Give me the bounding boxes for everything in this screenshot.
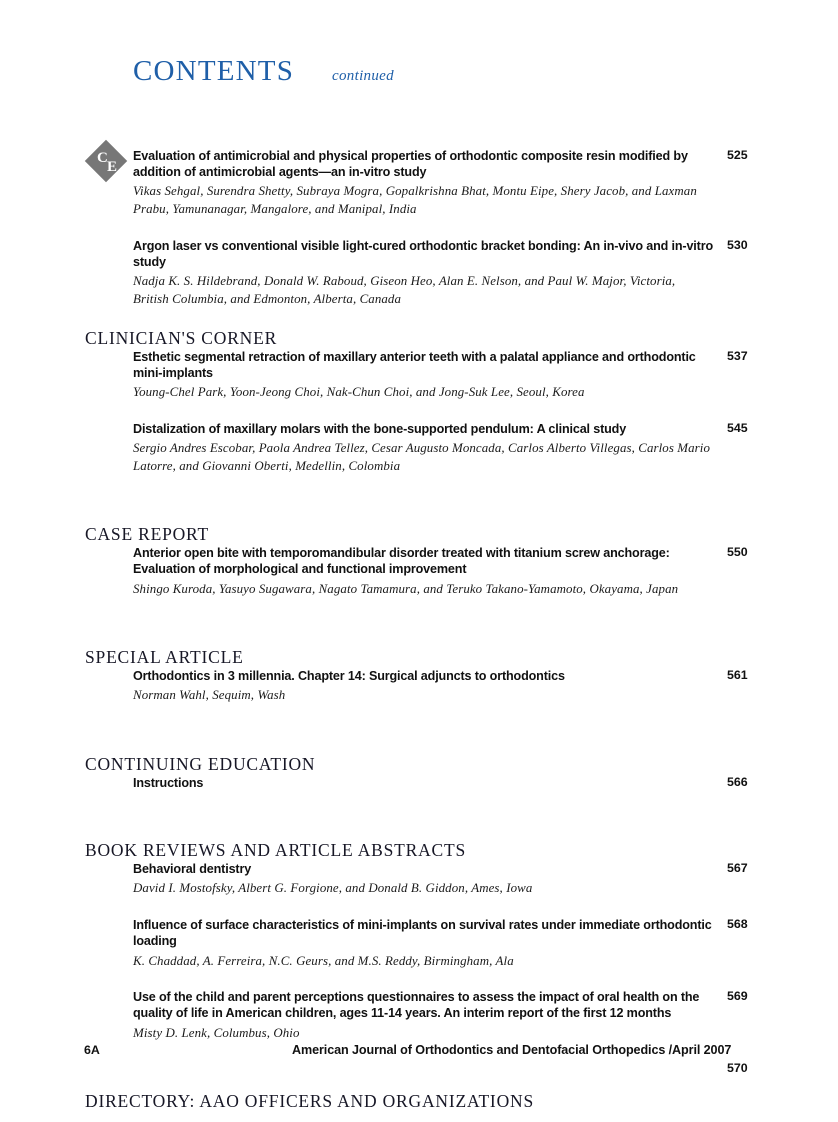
toc-entry-authors: Young-Chel Park, Yoon-Jeong Choi, Nak-Chun Choi, and Jong-Suk Lee, Seoul, Korea (133, 384, 585, 399)
toc-entry-title[interactable]: Orthodontics in 3 millennia. Chapter 14: Surgical adjuncts to orthodontics (133, 669, 565, 684)
toc-entry-title[interactable]: Use of the child and parent perceptions questionnaires to assess the impact of oral health on the quality of life in American children, ages 11-14 years. An interim report of the first 12 months (133, 990, 700, 1021)
toc-entry[interactable] (133, 421, 778, 476)
toc-entry[interactable] (133, 545, 778, 598)
toc-entry-authors: Vikas Sehgal, Surendra Shetty, Subraya Mogra, Gopalkrishna Bhat, Montu Eipe, Shery Jacob, and Laxman Prabu, Yamunanagar, Mangalore, and Manipal, India (133, 184, 697, 217)
toc-entry[interactable] (133, 668, 778, 705)
toc-entry[interactable] (133, 989, 778, 1042)
section-heading-row (0, 494, 838, 545)
continuing-education-badge-icon (85, 140, 127, 182)
toc-entry-title[interactable]: Instructions (133, 776, 204, 791)
toc-entry-title[interactable]: Distalization of maxillary molars with the bone-supported pendulum: A clinical study (133, 421, 627, 436)
section-heading: CASE REPORT (85, 524, 209, 545)
toc-entry-authors: Shingo Kuroda, Yasuyo Sugawara, Nagato Tamamura, and Teruko Takano-Yamamoto, Okayama, Japan (133, 581, 679, 596)
toc-entry-page-number[interactable]: 569 (727, 989, 748, 1004)
section-page-number[interactable]: 570 (727, 1061, 748, 1076)
toc-entry-authors: K. Chaddad, A. Ferreira, N.C. Geurs, and M.S. Reddy, Birmingham, Ala (133, 953, 514, 968)
toc-entry-authors: Misty D. Lenk, Columbus, Ohio (133, 1025, 300, 1040)
toc-entry[interactable] (97, 148, 778, 219)
footer-page-label: 6A (84, 1043, 100, 1057)
toc-entry-page-number[interactable]: 537 (727, 348, 748, 363)
toc-entry-authors: David I. Mostofsky, Albert G. Forgione, and Donald B. Giddon, Ames, Iowa (133, 881, 533, 896)
section-heading-row (0, 328, 838, 349)
page-title: CONTENTS (133, 55, 295, 87)
toc-entry[interactable] (133, 349, 778, 402)
section-heading-row (0, 1061, 838, 1112)
section-heading-row (0, 724, 838, 775)
toc-entry-page-number[interactable]: 567 (727, 861, 748, 876)
section-heading: SPECIAL ARTICLE (85, 647, 244, 668)
toc-entry-page-number[interactable]: 568 (727, 917, 748, 932)
toc-entry-page-number[interactable]: 545 (727, 420, 748, 435)
toc-entry-title[interactable]: Esthetic segmental retraction of maxillary anterior teeth with a palatal appliance and orthodontic mini-implants (133, 349, 696, 380)
continued-label: continued (332, 68, 394, 84)
toc-entry-title[interactable]: Behavioral dentistry (133, 862, 252, 877)
toc-entry[interactable] (133, 917, 778, 970)
toc-entry-page-number[interactable]: 525 (727, 148, 748, 162)
section-heading: CLINICIAN'S CORNER (85, 327, 278, 348)
page-footer (0, 1043, 838, 1065)
section-heading: CONTINUING EDUCATION (85, 754, 316, 775)
toc-entry-page-number[interactable]: 561 (727, 668, 748, 683)
toc-entry-page-number[interactable]: 530 (727, 237, 748, 252)
badge-letter-c: C (97, 150, 108, 166)
toc-entry[interactable] (133, 238, 778, 309)
section-heading-row (0, 810, 838, 861)
toc-entry-title[interactable]: Argon laser vs conventional visible light-cured orthodontic bracket bonding: An in-vivo and in-vitro study (133, 238, 713, 269)
toc-entry-title[interactable]: Evaluation of antimicrobial and physical properties of orthodontic composite resin modified by addition of antimicrobial agents—an in-vitro study (133, 149, 688, 180)
toc-entry-page-number[interactable]: 550 (727, 545, 748, 560)
footer-journal-title: American Journal of Orthodontics and Dentofacial Orthopedics /April 2007 (292, 1043, 732, 1057)
toc-entry-title[interactable]: Influence of surface characteristics of mini-implants on survival rates under immediate orthodontic loading (133, 918, 712, 949)
toc-entry[interactable] (133, 775, 778, 791)
badge-letter-e: E (107, 159, 118, 175)
section-heading: BOOK REVIEWS AND ARTICLE ABSTRACTS (85, 840, 467, 861)
toc-entry-authors: Sergio Andres Escobar, Paola Andrea Tellez, Cesar Augusto Moncada, Carlos Alberto Villegas, Carlos Mario Latorre, and Giovanni Oberti, Medellin, Colombia (133, 440, 710, 473)
toc-entry-authors: Nadja K. S. Hildebrand, Donald W. Raboud, Giseon Heo, Alan E. Nelson, and Paul W. Major, Victoria, British Columbia, and Edmonton, Alberta, Canada (133, 274, 676, 306)
section-heading-row (0, 617, 838, 668)
toc-entry-title[interactable]: Anterior open bite with temporomandibular disorder treated with titanium screw anchorage: Evaluation of morphological and functional improvement (133, 546, 670, 577)
toc-entry-authors: Norman Wahl, Sequim, Wash (133, 688, 286, 703)
masthead (133, 55, 394, 88)
section-heading: DIRECTORY: AAO OFFICERS AND ORGANIZATIONS (85, 1091, 534, 1112)
table-of-contents (0, 148, 838, 1112)
toc-entry[interactable] (133, 861, 778, 898)
toc-entry-page-number[interactable]: 566 (727, 775, 748, 790)
